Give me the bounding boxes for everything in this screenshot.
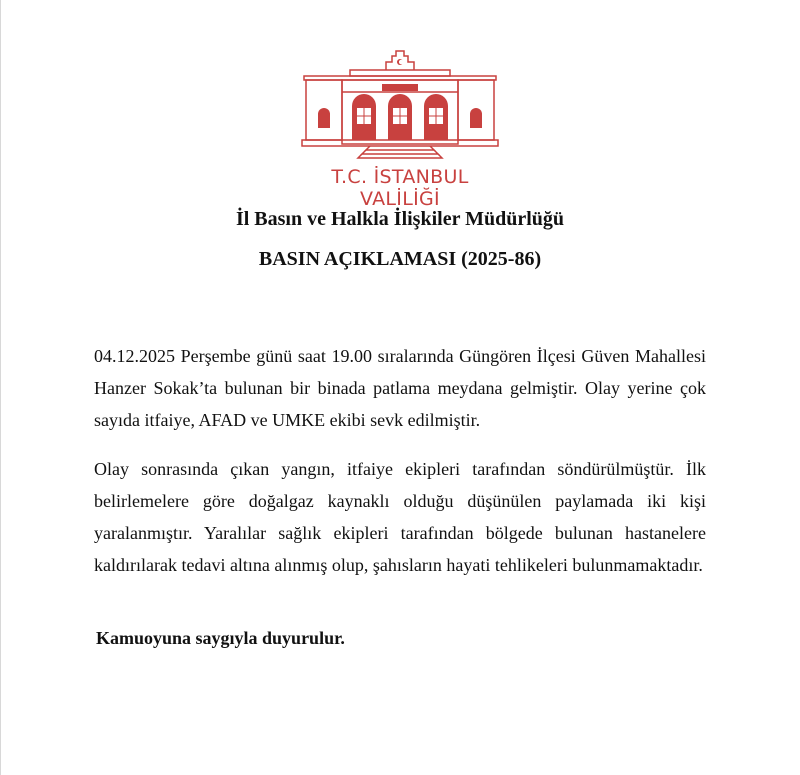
press-release-title: BASIN AÇIKLAMASI (2025-86) [258,248,542,270]
paragraph-2: Olay sonrasında çıkan yangın, itfaiye ekipleri tarafından söndürülmüştür. İlk belirlemelere göre doğalgaz kaynaklı olduğu düşünülen paylamada iki kişi yaralanmıştır. Yaralılar sağlık ekipleri tarafından bölgede bulunan hastanelere kaldırılarak tedavi altına alınmış olup, şahısların hayati tehlikeleri bulunmamaktadır. [94,459,706,575]
logo-text: T.C. İSTANBUL VALİLİĞİ [331,166,469,210]
closing-statement: Kamuoyuna saygıyla duyurulur. [96,628,345,648]
paragraph-1: 04.12.2025 Perşembe günü saat 19.00 sıralarında Güngören İlçesi Güven Mahallesi Hanzer Sokak’ta bulunan bir binada patlama meydana gelmiştir. Olay yerine çok sayıda itfaiye, AFAD ve UMKE ekibi sevk edilmiştir. [94,346,706,430]
department-title: İl Basın ve Halkla İlişkiler Müdürlüğü [235,208,565,230]
page-edge [0,0,1,775]
